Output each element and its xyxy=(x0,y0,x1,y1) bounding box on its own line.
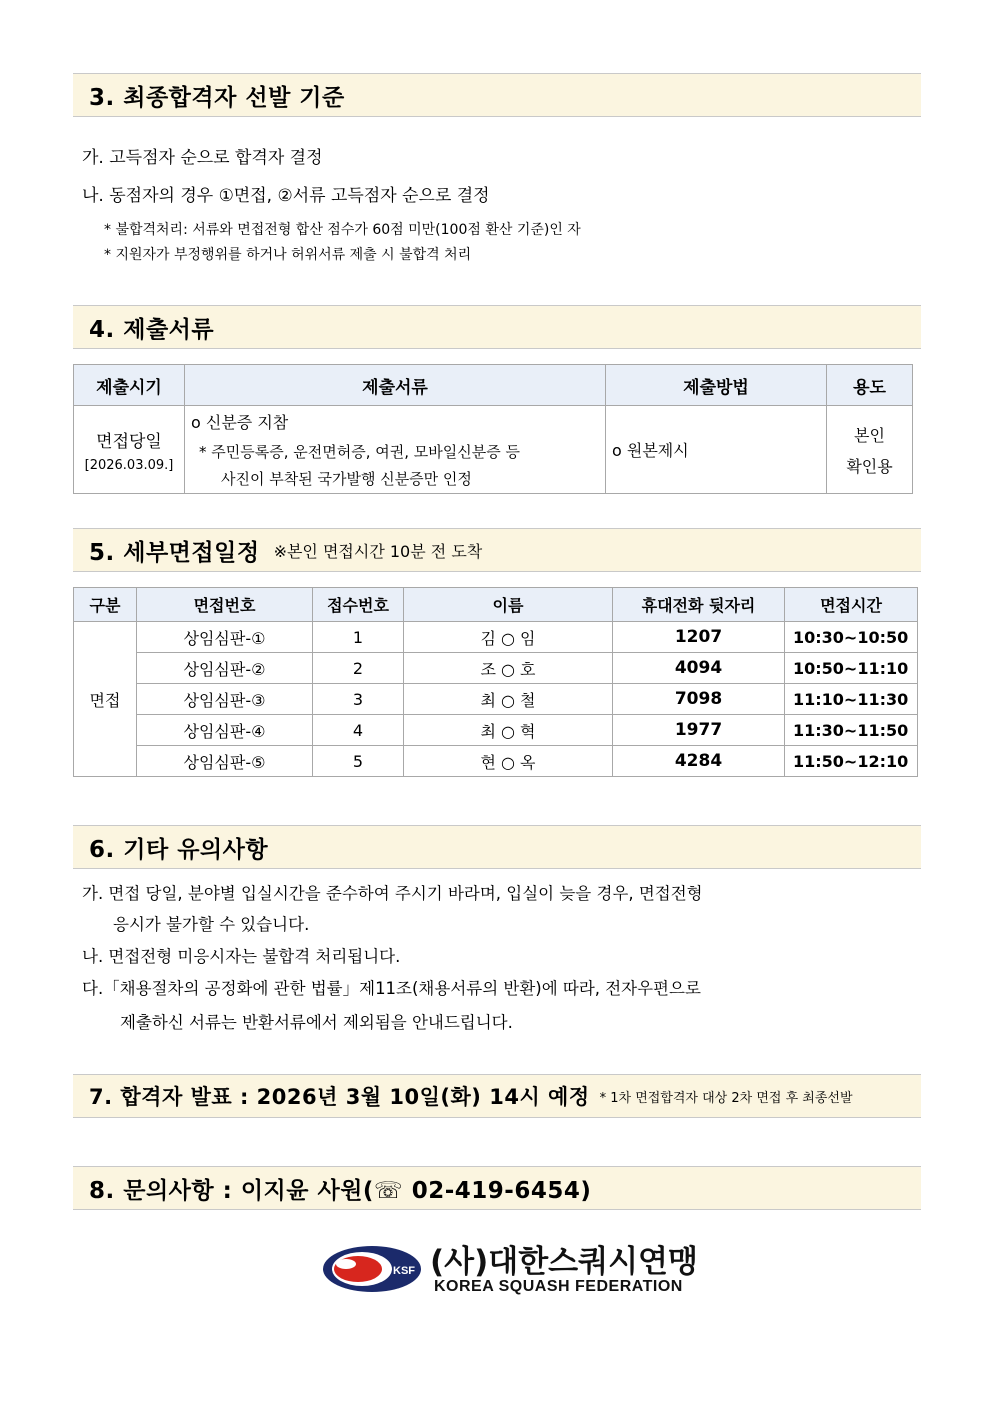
table-row xyxy=(74,622,918,653)
section-8-title: 8. 문의사항 : 이지윤 사원(☏ 02-419-6454) xyxy=(89,1177,592,1204)
cell-usage xyxy=(827,406,913,494)
cell-code: 상임심판-⑤ xyxy=(137,746,313,777)
th-interview-no: 면접번호 xyxy=(137,588,313,622)
section-8-header xyxy=(73,1166,921,1210)
section-3-header xyxy=(73,73,921,117)
cell-code: 상임심판-④ xyxy=(137,715,313,746)
table-row xyxy=(74,715,918,746)
th-phone: 휴대전화 뒷자리 xyxy=(613,588,785,622)
doc-main: o 신분증 지참 xyxy=(191,413,289,432)
cell-code: 상임심판-③ xyxy=(137,684,313,715)
section-3-item-2: 나. 동점자의 경우 ①면접, ②서류 고득점자 순으로 결정 xyxy=(82,186,490,206)
table-row xyxy=(74,746,918,777)
usage-line-2: 확인용 xyxy=(846,456,893,476)
section-6-line-2: 응시가 불가할 수 있습니다. xyxy=(113,915,310,934)
section-5-subtitle: ※본인 면접시간 10분 전 도착 xyxy=(273,541,483,561)
timing-date: [2026.03.09.] xyxy=(84,457,174,473)
th-method: 제출방법 xyxy=(606,365,827,406)
cell-phone: 1207 xyxy=(613,622,785,653)
cell-method: o 원본제시 xyxy=(606,406,827,494)
section-5-header xyxy=(73,528,921,572)
timing-label: 면접당일 xyxy=(96,431,162,452)
th-receipt-no: 접수번호 xyxy=(313,588,404,622)
cell-no: 5 xyxy=(313,746,404,777)
cell-time: 11:10~11:30 xyxy=(785,684,918,715)
interview-schedule-table xyxy=(73,587,918,777)
cell-phone: 7098 xyxy=(613,684,785,715)
doc-note-1: * 주민등록증, 운전면허증, 여권, 모바일신분증 등 xyxy=(199,443,520,461)
cell-name: 조 ○ 호 xyxy=(404,653,613,684)
ksf-badge-text: KSF xyxy=(393,1265,415,1277)
cell-code: 상임심판-② xyxy=(137,653,313,684)
cell-documents xyxy=(185,406,606,494)
section-7-title: 7. 합격자 발표 : 2026년 3월 10일(화) 14시 예정 xyxy=(89,1085,590,1109)
cell-phone: 4094 xyxy=(613,653,785,684)
ksf-logo xyxy=(322,1236,722,1302)
section-5-title: 5. 세부면접일정 xyxy=(89,539,260,566)
section-7-note: * 1차 면접합격자 대상 2차 면접 후 최종선발 xyxy=(599,1090,853,1106)
cell-no: 3 xyxy=(313,684,404,715)
cell-time: 10:50~11:10 xyxy=(785,653,918,684)
section-3-note-2: * 지원자가 부정행위를 하거나 허위서류 제출 시 불합격 처리 xyxy=(104,247,472,263)
th-name: 이름 xyxy=(404,588,613,622)
section-6-header xyxy=(73,825,921,869)
th-category: 구분 xyxy=(74,588,137,622)
doc-note-2: 사진이 부착된 국가발행 신분증만 인정 xyxy=(221,470,472,488)
section-3-item-1: 가. 고득점자 순으로 합격자 결정 xyxy=(82,148,323,168)
cell-no: 2 xyxy=(313,653,404,684)
usage-line-1: 본인 xyxy=(854,425,885,445)
table-row xyxy=(74,653,918,684)
section-6-line-3: 나. 면접전형 미응시자는 불합격 처리됩니다. xyxy=(82,947,401,966)
section-4-header xyxy=(73,305,921,349)
org-name-ko: (사)대한스쿼시연맹 xyxy=(430,1244,698,1280)
cell-name: 최 ○ 철 xyxy=(404,684,613,715)
section-6-title: 6. 기타 유의사항 xyxy=(89,836,269,863)
section-3-note-1: * 불합격처리: 서류와 면접전형 합산 점수가 60점 미만(100점 환산 기준)인 자 xyxy=(104,222,581,238)
cell-time: 11:30~11:50 xyxy=(785,715,918,746)
cell-no: 4 xyxy=(313,715,404,746)
cell-time: 10:30~10:50 xyxy=(785,622,918,653)
table-row xyxy=(74,684,918,715)
cell-phone: 1977 xyxy=(613,715,785,746)
documents-table xyxy=(73,364,913,494)
cell-no: 1 xyxy=(313,622,404,653)
section-4-title: 4. 제출서류 xyxy=(89,316,215,343)
th-time: 면접시간 xyxy=(785,588,918,622)
cell-time: 11:50~12:10 xyxy=(785,746,918,777)
th-timing: 제출시기 xyxy=(74,365,185,406)
cell-timing xyxy=(74,406,185,494)
org-name-en: KOREA SQUASH FEDERATION xyxy=(434,1278,683,1295)
section-6-line-1: 가. 면접 당일, 분야별 입실시간을 준수하여 주시기 바라며, 입실이 늦을 경우, 면접전형 xyxy=(82,884,703,903)
section-7-header xyxy=(73,1074,921,1118)
cell-name: 현 ○ 옥 xyxy=(404,746,613,777)
section-6-line-5: 제출하신 서류는 반환서류에서 제외됨을 안내드립니다. xyxy=(120,1013,513,1032)
cell-name: 김 ○ 임 xyxy=(404,622,613,653)
ksf-emblem-icon xyxy=(322,1244,422,1294)
section-6-line-4: 다.「채용절차의 공정화에 관한 법률」제11조(채용서류의 반환)에 따라, 전자우편으로 xyxy=(82,979,701,998)
cell-code: 상임심판-① xyxy=(137,622,313,653)
th-usage: 용도 xyxy=(827,365,913,406)
cell-phone: 4284 xyxy=(613,746,785,777)
th-documents: 제출서류 xyxy=(185,365,606,406)
section-3-title: 3. 최종합격자 선발 기준 xyxy=(89,84,345,111)
cell-category: 면접 xyxy=(74,622,137,777)
cell-name: 최 ○ 혁 xyxy=(404,715,613,746)
